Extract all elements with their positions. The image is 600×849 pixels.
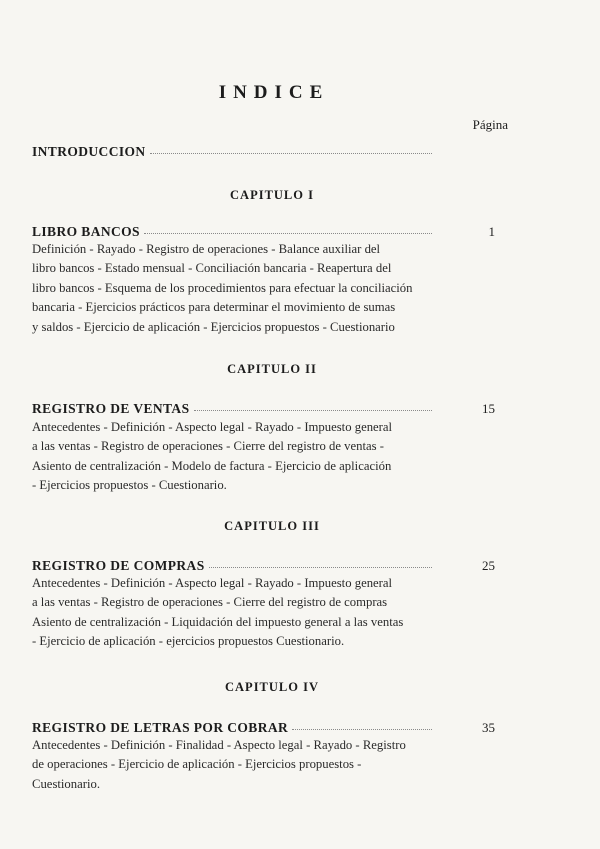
description-line: Antecedentes - Definición - Finalidad - Aspecto legal - Rayado - Registro (32, 738, 406, 752)
toc-entry-description (32, 240, 442, 337)
toc-entry-description (32, 736, 442, 794)
description-line: Definición - Rayado - Registro de operaciones - Balance auxiliar del (32, 242, 381, 256)
dot-leader (194, 400, 433, 411)
page-column-label: Página (472, 117, 508, 132)
dot-leader (144, 223, 432, 234)
page-title: INDICE (218, 82, 330, 103)
description-line: a las ventas - Registro de operaciones - Cierre del registro de ventas - (32, 439, 384, 454)
description-line: de operaciones - Ejercicio de aplicación - Ejercicios propuestos - (32, 757, 362, 772)
toc-page-number: 35 (482, 720, 495, 735)
chapter-heading: CAPITULO III (224, 519, 320, 533)
chapter-heading: CAPITULO I (230, 188, 314, 202)
description-line: Asiento de centralización - Modelo de factura - Ejercicio de aplicación (32, 458, 392, 473)
description-line: Asiento de centralización - Liquidación del impuesto general a las ventas (32, 614, 404, 629)
chapter-heading: CAPITULO II (227, 362, 317, 376)
toc-entry-chapter-1[interactable] (32, 223, 432, 240)
toc-page-number: 1 (488, 224, 495, 239)
description-line: Antecedentes - Definición - Aspecto legal - Rayado - Impuesto general (32, 420, 393, 434)
description-line: - Ejercicio de aplicación - ejercicios propuestos Cuestionario. (32, 634, 345, 649)
toc-entry-title: LIBRO BANCOS (32, 224, 140, 239)
description-line: bancaria - Ejercicios prácticos para determinar el movimiento de sumas (32, 300, 396, 315)
toc-entry-description (32, 574, 442, 652)
description-line: libro bancos - Estado mensual - Conciliación bancaria - Reapertura del (32, 261, 392, 276)
toc-entry-introduction[interactable] (32, 143, 432, 160)
description-line: a las ventas - Registro de operaciones - Cierre del registro de compras (32, 595, 388, 610)
toc-entry-title: REGISTRO DE COMPRAS (32, 558, 205, 573)
description-line: libro bancos - Esquema de los procedimientos para efectuar la conciliación (32, 280, 413, 295)
dot-leader (150, 143, 432, 154)
description-line: - Ejercicios propuestos - Cuestionario. (32, 478, 227, 493)
toc-page-number: 15 (482, 401, 495, 416)
toc-page-number: 25 (482, 558, 495, 573)
toc-entry-title: REGISTRO DE VENTAS (32, 401, 190, 416)
toc-entry-description (32, 418, 442, 496)
toc-entry-title: REGISTRO DE LETRAS POR COBRAR (32, 720, 289, 735)
dot-leader (292, 719, 432, 730)
toc-entry-title: INTRODUCCION (32, 144, 146, 159)
description-line: Cuestionario. (32, 776, 101, 791)
description-line: y saldos - Ejercicio de aplicación - Ejercicios propuestos - Cuestionario (32, 319, 395, 334)
description-line: Antecedentes - Definición - Aspecto legal - Rayado - Impuesto general (32, 576, 393, 590)
chapter-heading: CAPITULO IV (225, 680, 319, 694)
toc-entry-chapter-2[interactable] (32, 400, 432, 417)
toc-entry-chapter-3[interactable] (32, 557, 432, 574)
dot-leader (209, 557, 432, 568)
toc-entry-chapter-4[interactable] (32, 719, 432, 736)
